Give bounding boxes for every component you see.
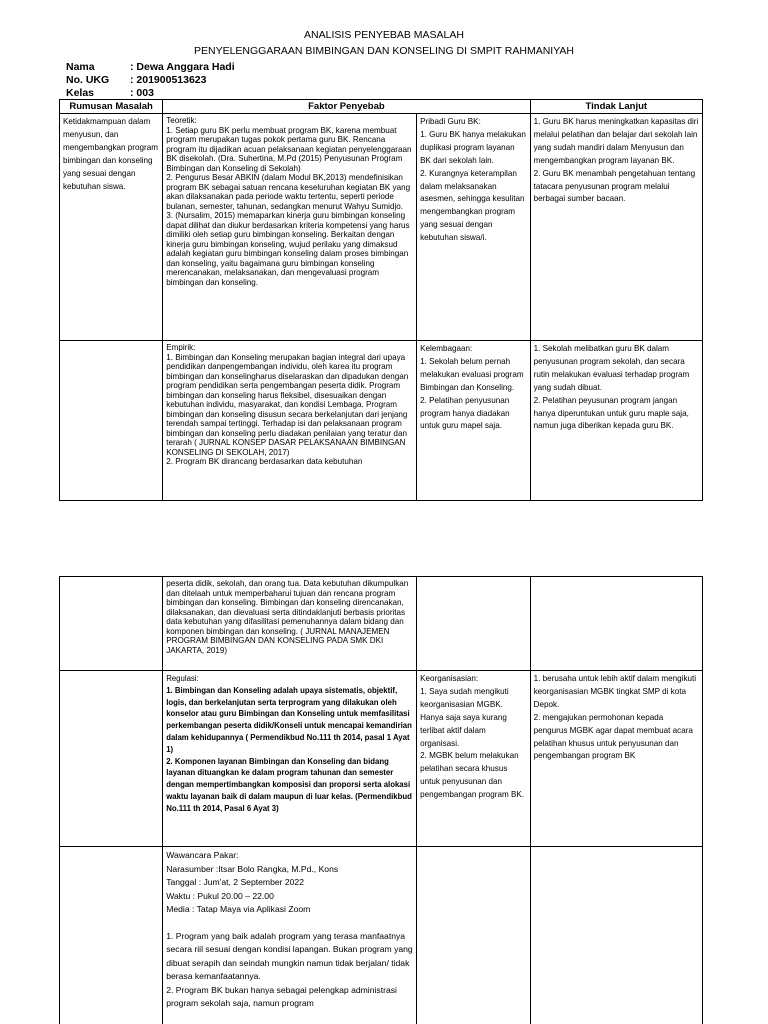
regulasi-cell: Regulasi: 1. Bimbingan dan Konseling adalah upaya sistematis, objektif, logis, dan berkelanjutan serta terprogram yang dilakukan oleh konselor atau guru Bimbingan dan Konseling untuk memfasilitasi perkembangan peserta didik/Konseli untuk mencapai kemandirian dalam kehidupannya ( Permendikbud No.111 th 2014, pasal 1 Ayat 1) 2. Komponen layanan Bimbingan dan Konseling dan bidang layanan dituangkan ke dalam program tahunan dan semester dengan mempertimbangkan komposisi dan proporsi serta alokasi waktu layanan baik di dalam maupun di luar kelas. (Permendikbud No.111 th 2014, Pasal 6 Ayat 3) bbox=[163, 671, 417, 847]
tindak-lanjut-3-cell: 1. berusaha untuk lebih aktif dalam mengikuti keorganisasian MGBK tingkat SMP di kota Depok. 2. mengajukan permohonan kepada pengurus MGBK agar dapat membuat acara pelatihan khusus untuk penyusunan dan pengembangan program BK bbox=[530, 671, 702, 847]
kelembagaan-cell: Kelembagaan: 1. Sekolah belum pernah melakukan evaluasi program Bimbingan dan Konseling. 2. Pelatihan penyusunan program hanya diadakan untuk guru mapel saja. bbox=[417, 341, 531, 501]
header-tindak-lanjut: Tindak Lanjut bbox=[530, 100, 702, 114]
problem-cell-cont bbox=[60, 577, 163, 671]
empirik-cont-cell: peserta didik, sekolah, dan orang tua. Data kebutuhan dikumpulkan dan ditelaah untuk memperbaharui tujuan dan rencana program bimbingan dan konseling. Bimbingan dan konseling direncanakan, dilaksanakan, dan dievaluasi serta ditindaklanjuti berbasis prioritas data kebutuhan yang difasilitasi pemenuhannya dalam bidang dan komponen bimbingan dan konseling. ( JURNAL MANAJEMEN PROGRAM BIMBINGAN DAN KONSELING PADA SMK DKI JAKARTA, 2019) bbox=[163, 577, 417, 671]
document-page-2 bbox=[0, 548, 768, 1024]
problem-cell-wawancara bbox=[60, 847, 163, 1024]
document-subtitle: PENYELENGGARAAN BIMBINGAN DAN KONSELING DI SMPIT RAHMANIYAH bbox=[193, 45, 575, 57]
tindak-lanjut-1-cell: 1. Guru BK harus meningkatkan kapasitas diri melalui pelatihan dan belajar dari sekolah lain yang sudah mandiri dalam Menyusun dan mengembangkan program layanan BK. 2. Guru BK menambah pengetahuan tentang tatacara penyusunan program melalui berbagai sumber bacaan. bbox=[530, 114, 702, 341]
tindak-lanjut-2-cell: 1. Sekolah melibatkan guru BK dalam penyusunan program sekolah, dan secara rutin melakukan evaluasi terhadap program yang sudah dibuat. 2. Pelatihan peyusunan program jangan hanya diperuntukan untuk guru maple saja, namun juga diberikan kepada guru BK. bbox=[530, 341, 702, 501]
page-gap bbox=[0, 510, 768, 548]
identity-name: Nama : Dewa Anggara Hadi bbox=[66, 61, 235, 73]
wawancara-cell: Wawancara Pakar: Narasumber :Itsar Bolo Rangka, M.Pd., Kons Tanggal : Jum'at, 2 September 2022 Waktu : Pukul 20.00 – 22.00 Media : Tatap Maya via Aplikasi Zoom 1. Program yang baik adalah program yang terasa manfaatnya secara riil sesuai dengan kondisi lapangan. Bukan program yang dibuat serapih dan seindah mungkin namun tidak berjalan/ tidak berasa kemanfaatannya. 2. Program BK bukan hanya sebagai pelengkap administrasi program sekolah saja, namun program bbox=[163, 847, 417, 1024]
header-rumusan-masalah: Rumusan Masalah bbox=[60, 100, 163, 114]
keorganisasian-cell: Keorganisasian: 1. Saya sudah mengikuti keorganisasian MGBK. Hanya saja saya kurang terlibat aktif dalam organisasi. 2. MGBK belum melakukan pelatihan secara khusus untuk penyusunan dan pengembangan program BK. bbox=[417, 671, 531, 847]
analysis-table-page1 bbox=[59, 99, 703, 501]
identity-ukg: No. UKG : 201900513623 bbox=[66, 74, 207, 86]
tindak-lanjut-cont-cell bbox=[530, 577, 702, 671]
pribadi-cell: Pribadi Guru BK: 1. Guru BK hanya melakukan duplikasi program layanan BK dari sekolah lain. 2. Kurangnya keterampilan dalam melaksanakan asesmen, sehingga kesulitan mengembangkan program yang sesuai dengan kebutuhan siswa/i. bbox=[417, 114, 531, 341]
document-title: ANALISIS PENYEBAB MASALAH bbox=[304, 29, 464, 41]
header-faktor-penyebab: Faktor Penyebab bbox=[163, 100, 530, 114]
kelembagaan-cont-cell bbox=[417, 577, 531, 671]
wawancara-tindak-empty bbox=[530, 847, 702, 1024]
problem-cell-empty bbox=[60, 341, 163, 501]
problem-cell: Ketidakmampuan dalam menyusun, dan mengembangkan program bimbingan dan konseling yang sesuai dengan kebutuhan siswa. bbox=[60, 114, 163, 341]
teoretik-cell: Teoretik: 1. Setiap guru BK perlu membuat program BK, karena membuat program merupakan tugas pokok pertama guru BK. Rencana program itu dijadikan acuan pelaksanaan kegiatan penyelenggaraan BK disekolah. (Dra. Suhertina, M.Pd (2015) Penyusunan Program Bimbingan dan Konseling di Sekolah) 2. Pengurus Besar ABKIN (dalam Modul BK,2013) mendefinisikan program BK sebagai satuan rencana keseluruhan kegiatan BK yang akan dilaksanakan pada periode waktu tertentu, seperti periode bulanan, semester, tahunan, sedangkan menurut Wahyu Sumidjo. 3. (Nursalim, 2015) memaparkan kinerja guru bimbingan konseling dapat dilihat dan diukur berdasarkan kriteria kompetensi yang harus dimiliki oleh setiap guru bimbingan konseling. Berkaitan dengan kinerja guru bimbingan konseling, wujud perilaku yang dimaksud adalah kegiatan guru bimbingan konseling dalam proses bimbingan dan konseling, yaitu bagaimana guru bimbingan konseling merencanakan, melaksanakan, dan mengevaluasi program bimbingan dan konseling. bbox=[163, 114, 417, 341]
document-page-1 bbox=[0, 0, 768, 510]
wawancara-factor-empty bbox=[417, 847, 531, 1024]
analysis-table-page2 bbox=[59, 576, 703, 1024]
problem-cell-reg bbox=[60, 671, 163, 847]
identity-kelas: Kelas : 003 bbox=[66, 87, 154, 99]
empirik-cell: Empirik: 1. Bimbingan dan Konseling merupakan bagian integral dari upaya pendidikan danpengembangan individu, oleh karea itu program bimbingan dan konselingharus diselaraskan dan dipadukan dengan program pendidikan serta pengembangan peserta didik. Program bimbingan dan konseling harus fleksibel, disesuaikan dengan kebutuhan individu, masyarakat, dan kondisi Lembaga. Program bimbingan dan konseling disusun secara berkelanjutan dari jenjang terendah sampai tertinggi. Terhadap isi dan pelaksanaan program bimbingan dan konseling perlu diadakan penilaian yang teratur dan terarah ( JURNAL KONSEP DASAR PELAKSANAAN BIMBINGAN KONSELING DI SEKOLAH, 2017) 2. Program BK dirancang berdasarkan data kebutuhan bbox=[163, 341, 417, 501]
